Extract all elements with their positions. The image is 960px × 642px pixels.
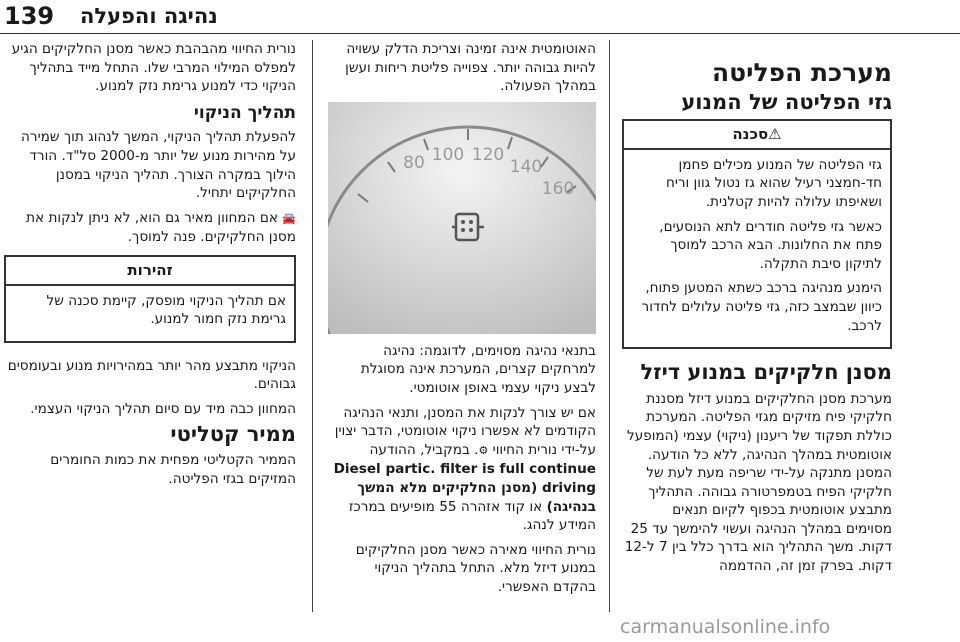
indicator-off-text: המחוון כבה מיד עם סיום תהליך הניקוי העצמי. (30, 400, 296, 417)
danger-paragraph: כאשר גזי פליטה חודרים לתא הנוסעים, פתח את החלונות. הבא הרכב למוסך לתיקון סיבת התקלה. (659, 218, 882, 272)
gauge-tick-label: 120 (471, 144, 505, 165)
page-number: 139 (4, 2, 55, 30)
watermark: carmanualsonline.info (620, 616, 831, 638)
right-column (622, 40, 892, 582)
caution-box-title: זהירות (6, 257, 294, 286)
catalytic-text: הממיר הקטליטי מפחית את כמות החומרים המזיקים בגזי הפליטה. (50, 452, 296, 487)
header-rule (0, 33, 960, 34)
caution-box (4, 255, 296, 343)
section-title: נהיגה והפעלה (80, 4, 218, 28)
danger-box (622, 119, 892, 349)
catalytic-title: ממיר קטליטי (170, 421, 296, 446)
gauge-tick-label: 100 (431, 144, 465, 165)
warning-triangle-icon: ⚠ (768, 125, 782, 144)
danger-paragraph: הימנע מנהיגה ברכב כשתא המטען פתוח, כיוון שבמצב כזה, גזי פליטה עלולים לחדור לרכב. (641, 280, 882, 334)
dpf-title: מסנן חלקיקים במנוע דיזל (640, 360, 892, 385)
page-footer (0, 612, 960, 642)
gauge-tick-label: 140 (509, 156, 543, 177)
danger-box-title: ⚠סכנה (624, 121, 890, 150)
exhaust-subtitle: גזי הפליטה של המנוע (681, 89, 892, 114)
middle-paragraph-4: נורית החיווי מאירה כאשר מסנן החלקיקים במנוע דיזל מלא. התחל בתהליך הניקוי בהקדם האפשרי. (355, 541, 596, 595)
left-paragraph-after: הניקוי מתבצע מהר יותר במהירויות מנוע ובעומסים גבוהים. (7, 357, 296, 393)
page-header (0, 0, 960, 40)
middle-paragraph-2: בתנאי נהיגה מסוימים, לדוגמה: נהיגה למרחקים קצרים, המערכת אינה מסוגלת לבצע ניקוי עצמי באופן אוטומטי. (360, 342, 596, 396)
dpf-text: מערכת מסנן החלקיקים במנוע דיזל מסננת חלקיקי פיח מזיקים מגזי הפליטה. המערכת כוללת תפקוד של ריענון (ניקוי) עצמי (המופעל אוטומטית במהלך הנהיגה, ללא כל הודעה. המסנן מתנקה על-ידי שריפה מעת לעת של חלקיקי הפיח בטמפרטורה גבוהה. התהליך מתבצע אוטומטית בכפוף לקיום תנאים מסוימים במהלך הנהיגה ועשוי להימשך עד 25 דקות. משך התהליך הוא בדרך כלל בין 7 ל-12 דקות. בפרק זמן זה, ההדממה (624, 390, 892, 575)
left-top-paragraph: נורית החיווי מהבהבת כאשר מסנן החלקיקים הגיע למפלס המילוי המרבי שלו. התחל מייד בתהליך הניקוי כדי למנוע גרימת נזק למנוע. (11, 41, 296, 95)
gauge-tick-label: 80 (403, 152, 425, 173)
caution-text: אם תהליך הניקוי מופסק, קיימת סכנה של גרימת נזק חמור למנוע. (46, 292, 286, 328)
left-column (4, 40, 296, 494)
middle-top-paragraph: האוטומטית אינה זמינה וצריכת הדלק עשויה להיות גבוהה יותר. צפוייה פליטת ריחות ועשן במהלך הפעולה. (345, 41, 596, 95)
middle-column (328, 40, 596, 603)
page-title: מערכת הפליטה (712, 58, 892, 87)
column-divider (609, 40, 610, 612)
dpf-indicator-icon: ⚙ (478, 443, 489, 457)
engine-warning-icon: 🚘 (282, 211, 296, 225)
speedometer-illustration (328, 102, 596, 334)
danger-paragraph: גזי הפליטה של המנוע מכילים פחמן חד-חמצני רעיל שהוא גז נטול גוון וריח ושאיפתו עלולה להיות קטלנית. (665, 156, 882, 210)
cleaning-title: תהליך הניקוי (193, 102, 296, 123)
middle-paragraph-3: אם יש צורך לנקות את המסנן, ותנאי הנהיגה הקודמים לא אפשרו ניקוי אוטומטי, הדבר יצוין על-ידי נורית החיווי ⚙. במקביל, ההודעה Diesel partic. filter is full continue driving (מסנן החלקיקים מלא המשך בנהיגה) או קוד אזהרה 55 מופיעים במרכז המידע לנהג. (333, 404, 596, 534)
cleaning-text: להפעלת תהליך הניקוי, המשך לנהוג תוך שמירה על מהירות מנוע של יותר מ-2000 סל"ד. הורד הילוך במקרה הצורך. תהליך הניקוי במסנן החלקיקים יתחיל. (21, 129, 296, 202)
gauge-tick-label: 160 (541, 178, 575, 199)
column-divider (312, 40, 313, 612)
engine-indicator-text: 🚘 אם המחוון מאיר גם הוא, לא ניתן לנקות את מסנן החלקיקים. פנה למוסך. (26, 209, 296, 246)
dpf-message: Diesel partic. filter is full continue driving (333, 461, 596, 496)
